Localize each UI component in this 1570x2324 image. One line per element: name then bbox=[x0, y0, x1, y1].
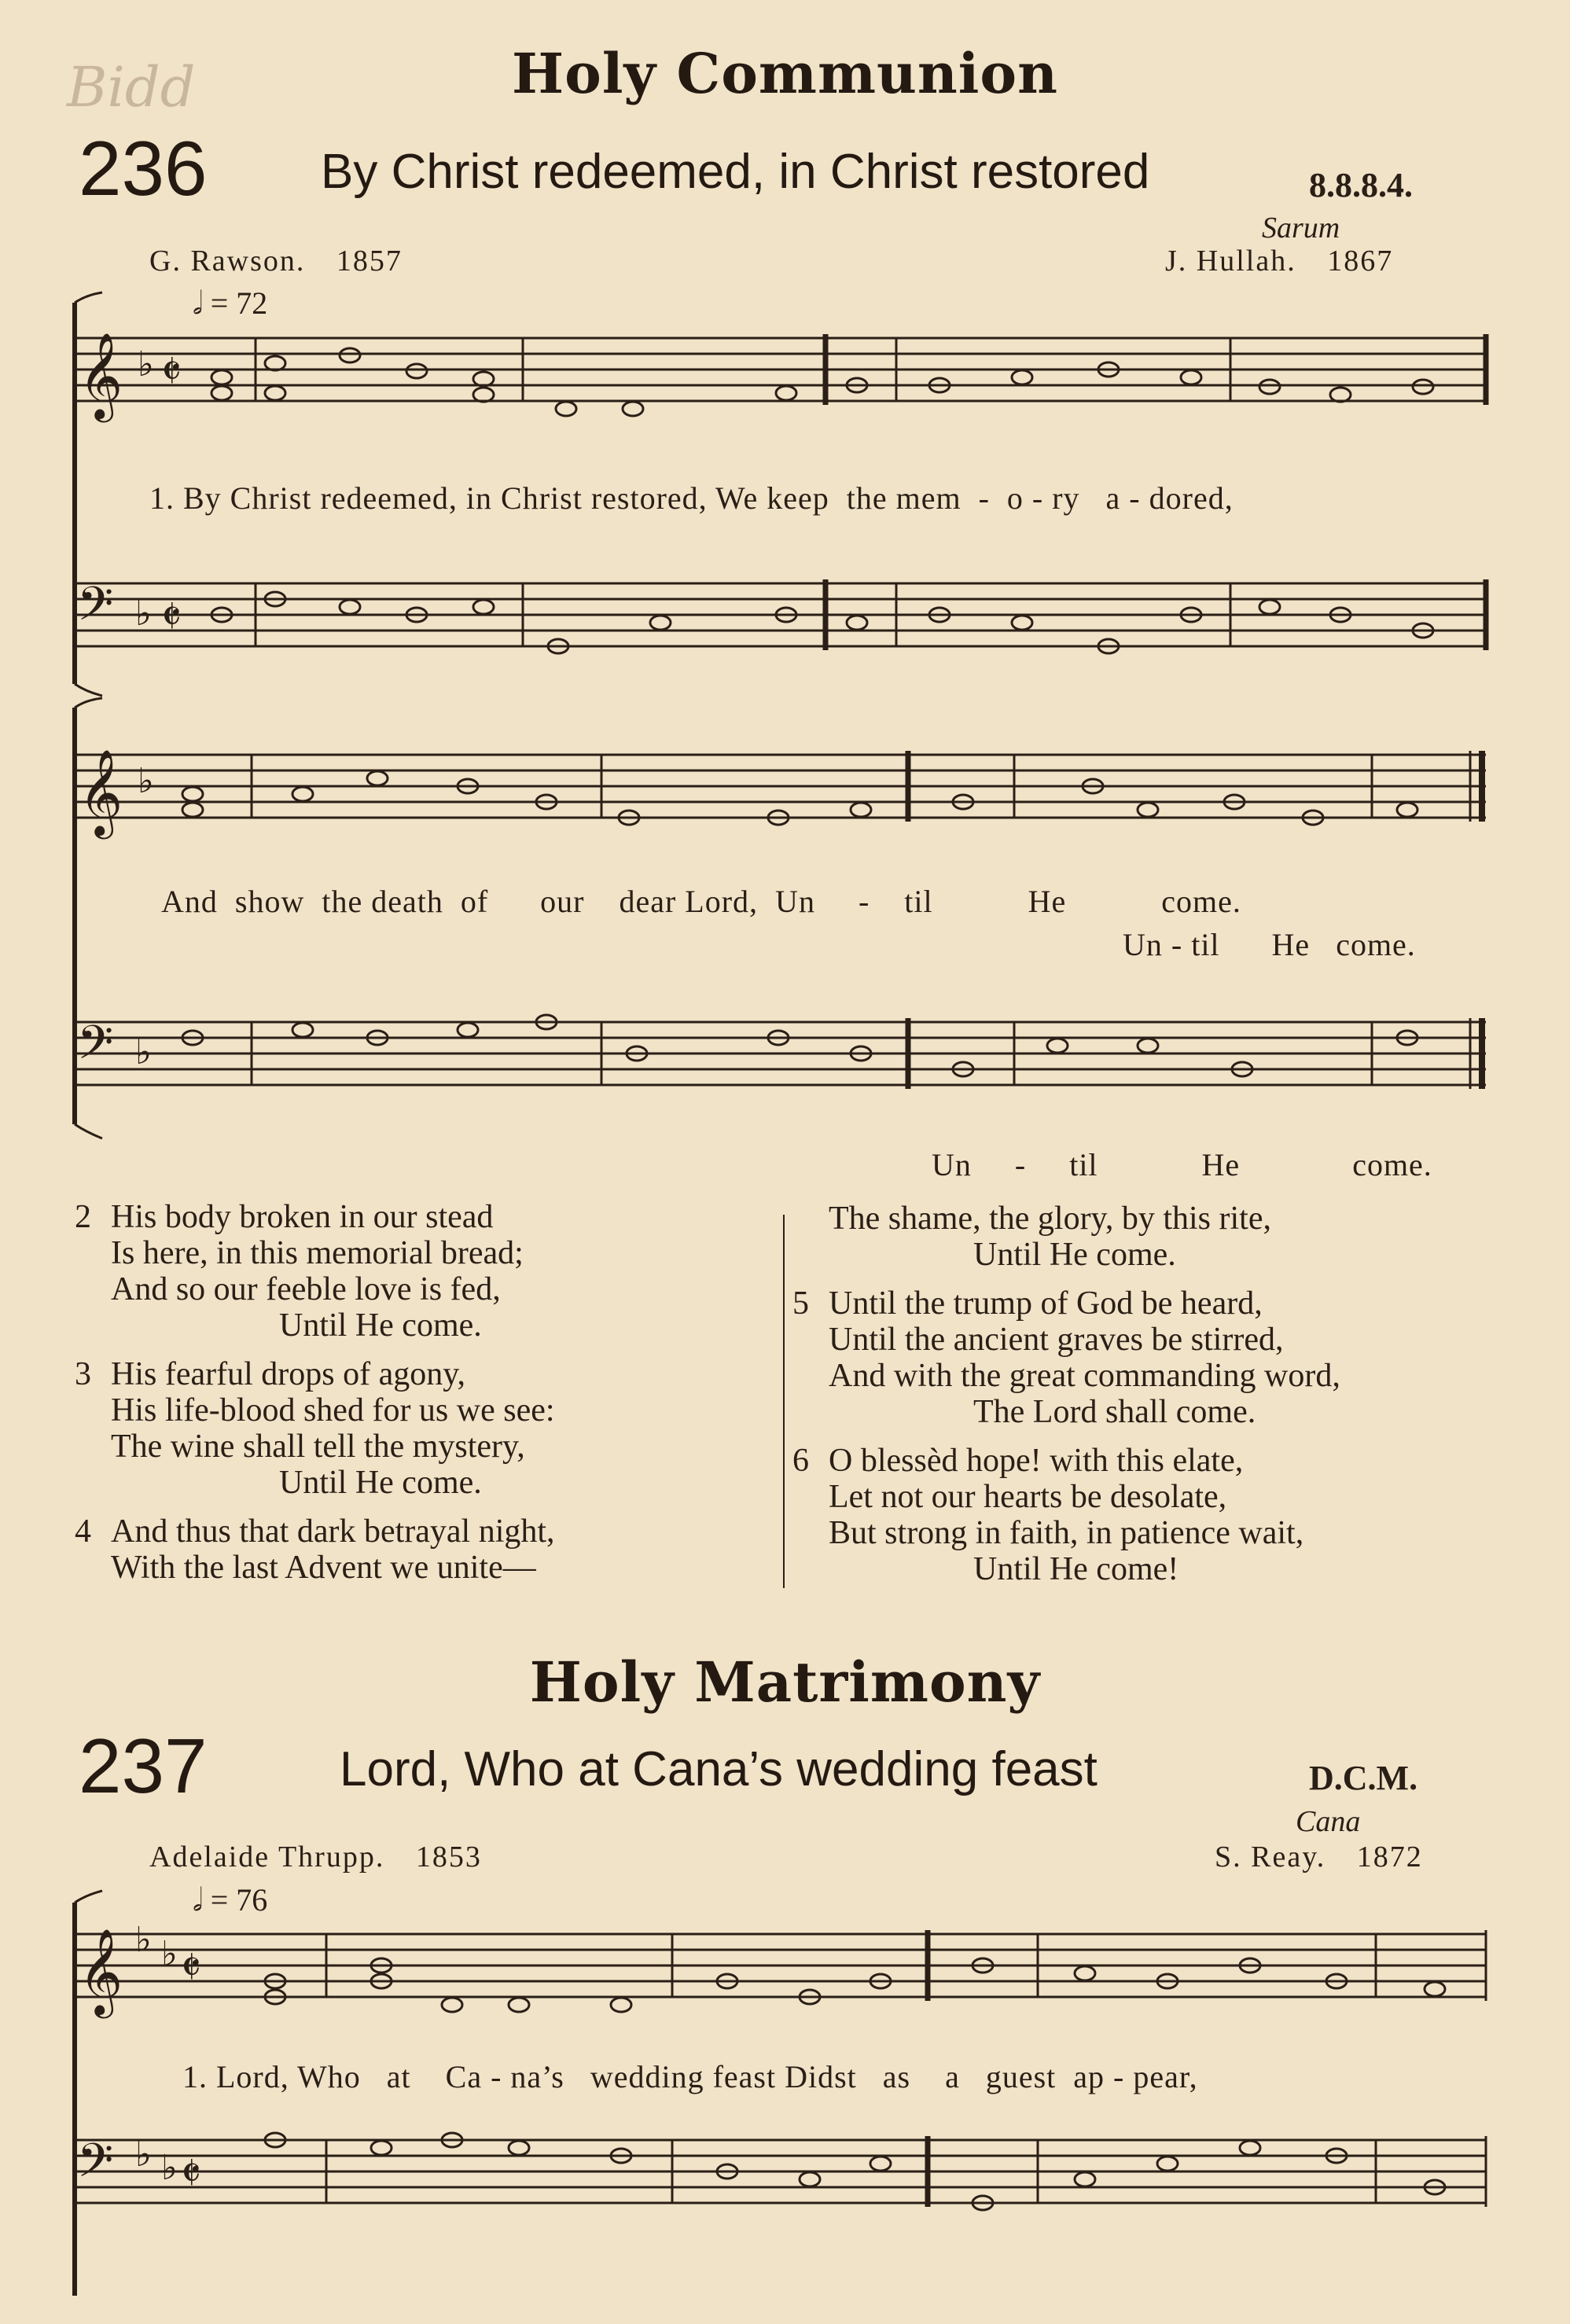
verses-left-column bbox=[75, 1199, 767, 1586]
time-sig: 𝄵 bbox=[181, 1940, 201, 1994]
composer-year: 1867 bbox=[1327, 245, 1394, 278]
verse-4-cont bbox=[792, 1201, 1500, 1273]
hymn-number-236: 236 bbox=[79, 125, 208, 211]
tune-name-237: Cana bbox=[1296, 1805, 1361, 1838]
treble-clef: 𝄞 bbox=[79, 1929, 123, 2015]
verse-line: The wine shall tell the mystery, bbox=[111, 1429, 525, 1465]
key-flat: ♭ bbox=[135, 1032, 152, 1072]
tempo-marking-236: 𝅗𝅥 = 72 bbox=[193, 285, 268, 321]
composer-year: 1872 bbox=[1356, 1840, 1423, 1874]
verses-right-column bbox=[792, 1201, 1500, 1587]
verse-line: Is here, in this memorial bread; bbox=[111, 1235, 524, 1271]
key-flat: ♭ bbox=[138, 761, 154, 801]
lyric-line-2: And show the death of our dear Lord, Un - til He come. bbox=[161, 884, 1241, 919]
key-flat: ♭ bbox=[135, 2135, 152, 2175]
bass-clef: 𝄢 bbox=[77, 576, 114, 642]
verse-5 bbox=[792, 1285, 1500, 1430]
clefs-2 bbox=[77, 749, 154, 1081]
key-flat: ♭ bbox=[161, 2148, 178, 2188]
verse-line: But strong in faith, in patience wait, bbox=[829, 1515, 1304, 1551]
bass-clef: 𝄢 bbox=[77, 1015, 114, 1081]
treble-staff-237 bbox=[75, 1934, 1486, 1997]
treble-clef: 𝄞 bbox=[79, 333, 123, 419]
verse-line: Until the trump of God be heard, bbox=[829, 1285, 1263, 1322]
verse-line: His body broken in our stead bbox=[111, 1199, 494, 1235]
verse-line: And thus that dark betrayal night, bbox=[111, 1513, 555, 1550]
pencil-annotation: Bidd bbox=[67, 55, 196, 120]
verse-4 bbox=[75, 1513, 767, 1586]
lyric-line-1: 1. By Christ redeemed, in Christ restored, We keep the mem - o - ry a - dored, bbox=[149, 480, 1234, 516]
verse-3 bbox=[75, 1356, 767, 1501]
verse-line: Until the ancient graves be stirred, bbox=[829, 1322, 1284, 1358]
verse-6 bbox=[792, 1443, 1500, 1587]
key-flat: ♭ bbox=[135, 594, 152, 634]
verse-number: 3 bbox=[75, 1356, 91, 1392]
verse-line: O blessèd hope! with this elate, bbox=[829, 1443, 1244, 1479]
key-flat: ♭ bbox=[138, 344, 154, 384]
bass-staff-1 bbox=[75, 583, 1486, 646]
verse-line: His life-blood shed for us we see: bbox=[111, 1392, 555, 1429]
brace-top bbox=[75, 698, 102, 708]
verse-number: 6 bbox=[792, 1443, 809, 1479]
key-flat: ♭ bbox=[135, 1920, 152, 1960]
brace-top bbox=[75, 292, 102, 303]
author-credit-237 bbox=[149, 1840, 482, 1874]
verse-number: 4 bbox=[75, 1513, 91, 1550]
verse-line: And with the great commanding word, bbox=[829, 1358, 1340, 1394]
hymn-title-237: Lord, Who at Cana’s wedding feast bbox=[340, 1742, 1098, 1796]
verse-line: Until He come. bbox=[279, 1465, 482, 1501]
bass-staff-237 bbox=[75, 2140, 1486, 2203]
hymn-number-237: 237 bbox=[79, 1723, 208, 1809]
verse-line: Until He come! bbox=[973, 1551, 1179, 1587]
time-sig: 𝄵 bbox=[161, 344, 182, 398]
verse-line: The Lord shall come. bbox=[973, 1394, 1256, 1430]
composer-name: J. Hullah. bbox=[1165, 245, 1296, 278]
verse-line: And so our feeble love is fed, bbox=[111, 1271, 501, 1307]
verse-line: His fearful drops of agony, bbox=[111, 1356, 465, 1392]
treble-staff-2 bbox=[75, 755, 1486, 818]
brace-bottom bbox=[75, 1124, 102, 1138]
verse-line: Until He come. bbox=[279, 1307, 482, 1344]
author-name: Adelaide Thrupp. bbox=[149, 1840, 385, 1874]
hymn-meter-237: D.C.M. bbox=[1309, 1759, 1418, 1797]
time-sig: 𝄵 bbox=[161, 590, 182, 643]
lyric-line-237: 1. Lord, Who at Ca - na’s wedding feast Didst as a guest ap - pear, bbox=[182, 2059, 1198, 2094]
refrain-lower: Un - til He come. bbox=[932, 1147, 1432, 1182]
verse-line: The shame, the glory, by this rite, bbox=[829, 1201, 1271, 1237]
section-title-holy-matrimony: Holy Matrimony bbox=[529, 1649, 1041, 1715]
author-name: G. Rawson. bbox=[149, 245, 306, 278]
author-year: 1853 bbox=[415, 1840, 482, 1874]
time-sig: 𝄵 bbox=[181, 2146, 201, 2200]
treble-clef: 𝄞 bbox=[79, 749, 123, 836]
composer-name: S. Reay. bbox=[1215, 1840, 1326, 1874]
tune-name-236: Sarum bbox=[1262, 211, 1340, 245]
author-year: 1857 bbox=[336, 245, 403, 278]
key-flat: ♭ bbox=[161, 1934, 178, 1974]
verse-line: Let not our hearts be desolate, bbox=[829, 1479, 1227, 1515]
refrain-upper: Un - til He come. bbox=[1123, 927, 1416, 962]
verse-2 bbox=[75, 1199, 767, 1344]
bass-clef: 𝄢 bbox=[77, 2133, 114, 2199]
verse-line: Until He come. bbox=[973, 1237, 1176, 1273]
verse-number: 2 bbox=[75, 1199, 91, 1235]
section-title-holy-communion: Holy Communion bbox=[512, 41, 1058, 106]
brace-bottom bbox=[75, 684, 102, 696]
verse-line: With the last Advent we unite— bbox=[111, 1550, 536, 1586]
hymn-meter-236: 8.8.8.4. bbox=[1309, 166, 1413, 204]
hymn-title-236: By Christ redeemed, in Christ restored bbox=[321, 145, 1150, 199]
verse-number: 5 bbox=[792, 1285, 809, 1322]
tempo-marking-237: 𝅗𝅥 = 76 bbox=[193, 1882, 268, 1918]
composer-credit-237 bbox=[1215, 1840, 1423, 1874]
brace-top bbox=[75, 1891, 102, 1903]
